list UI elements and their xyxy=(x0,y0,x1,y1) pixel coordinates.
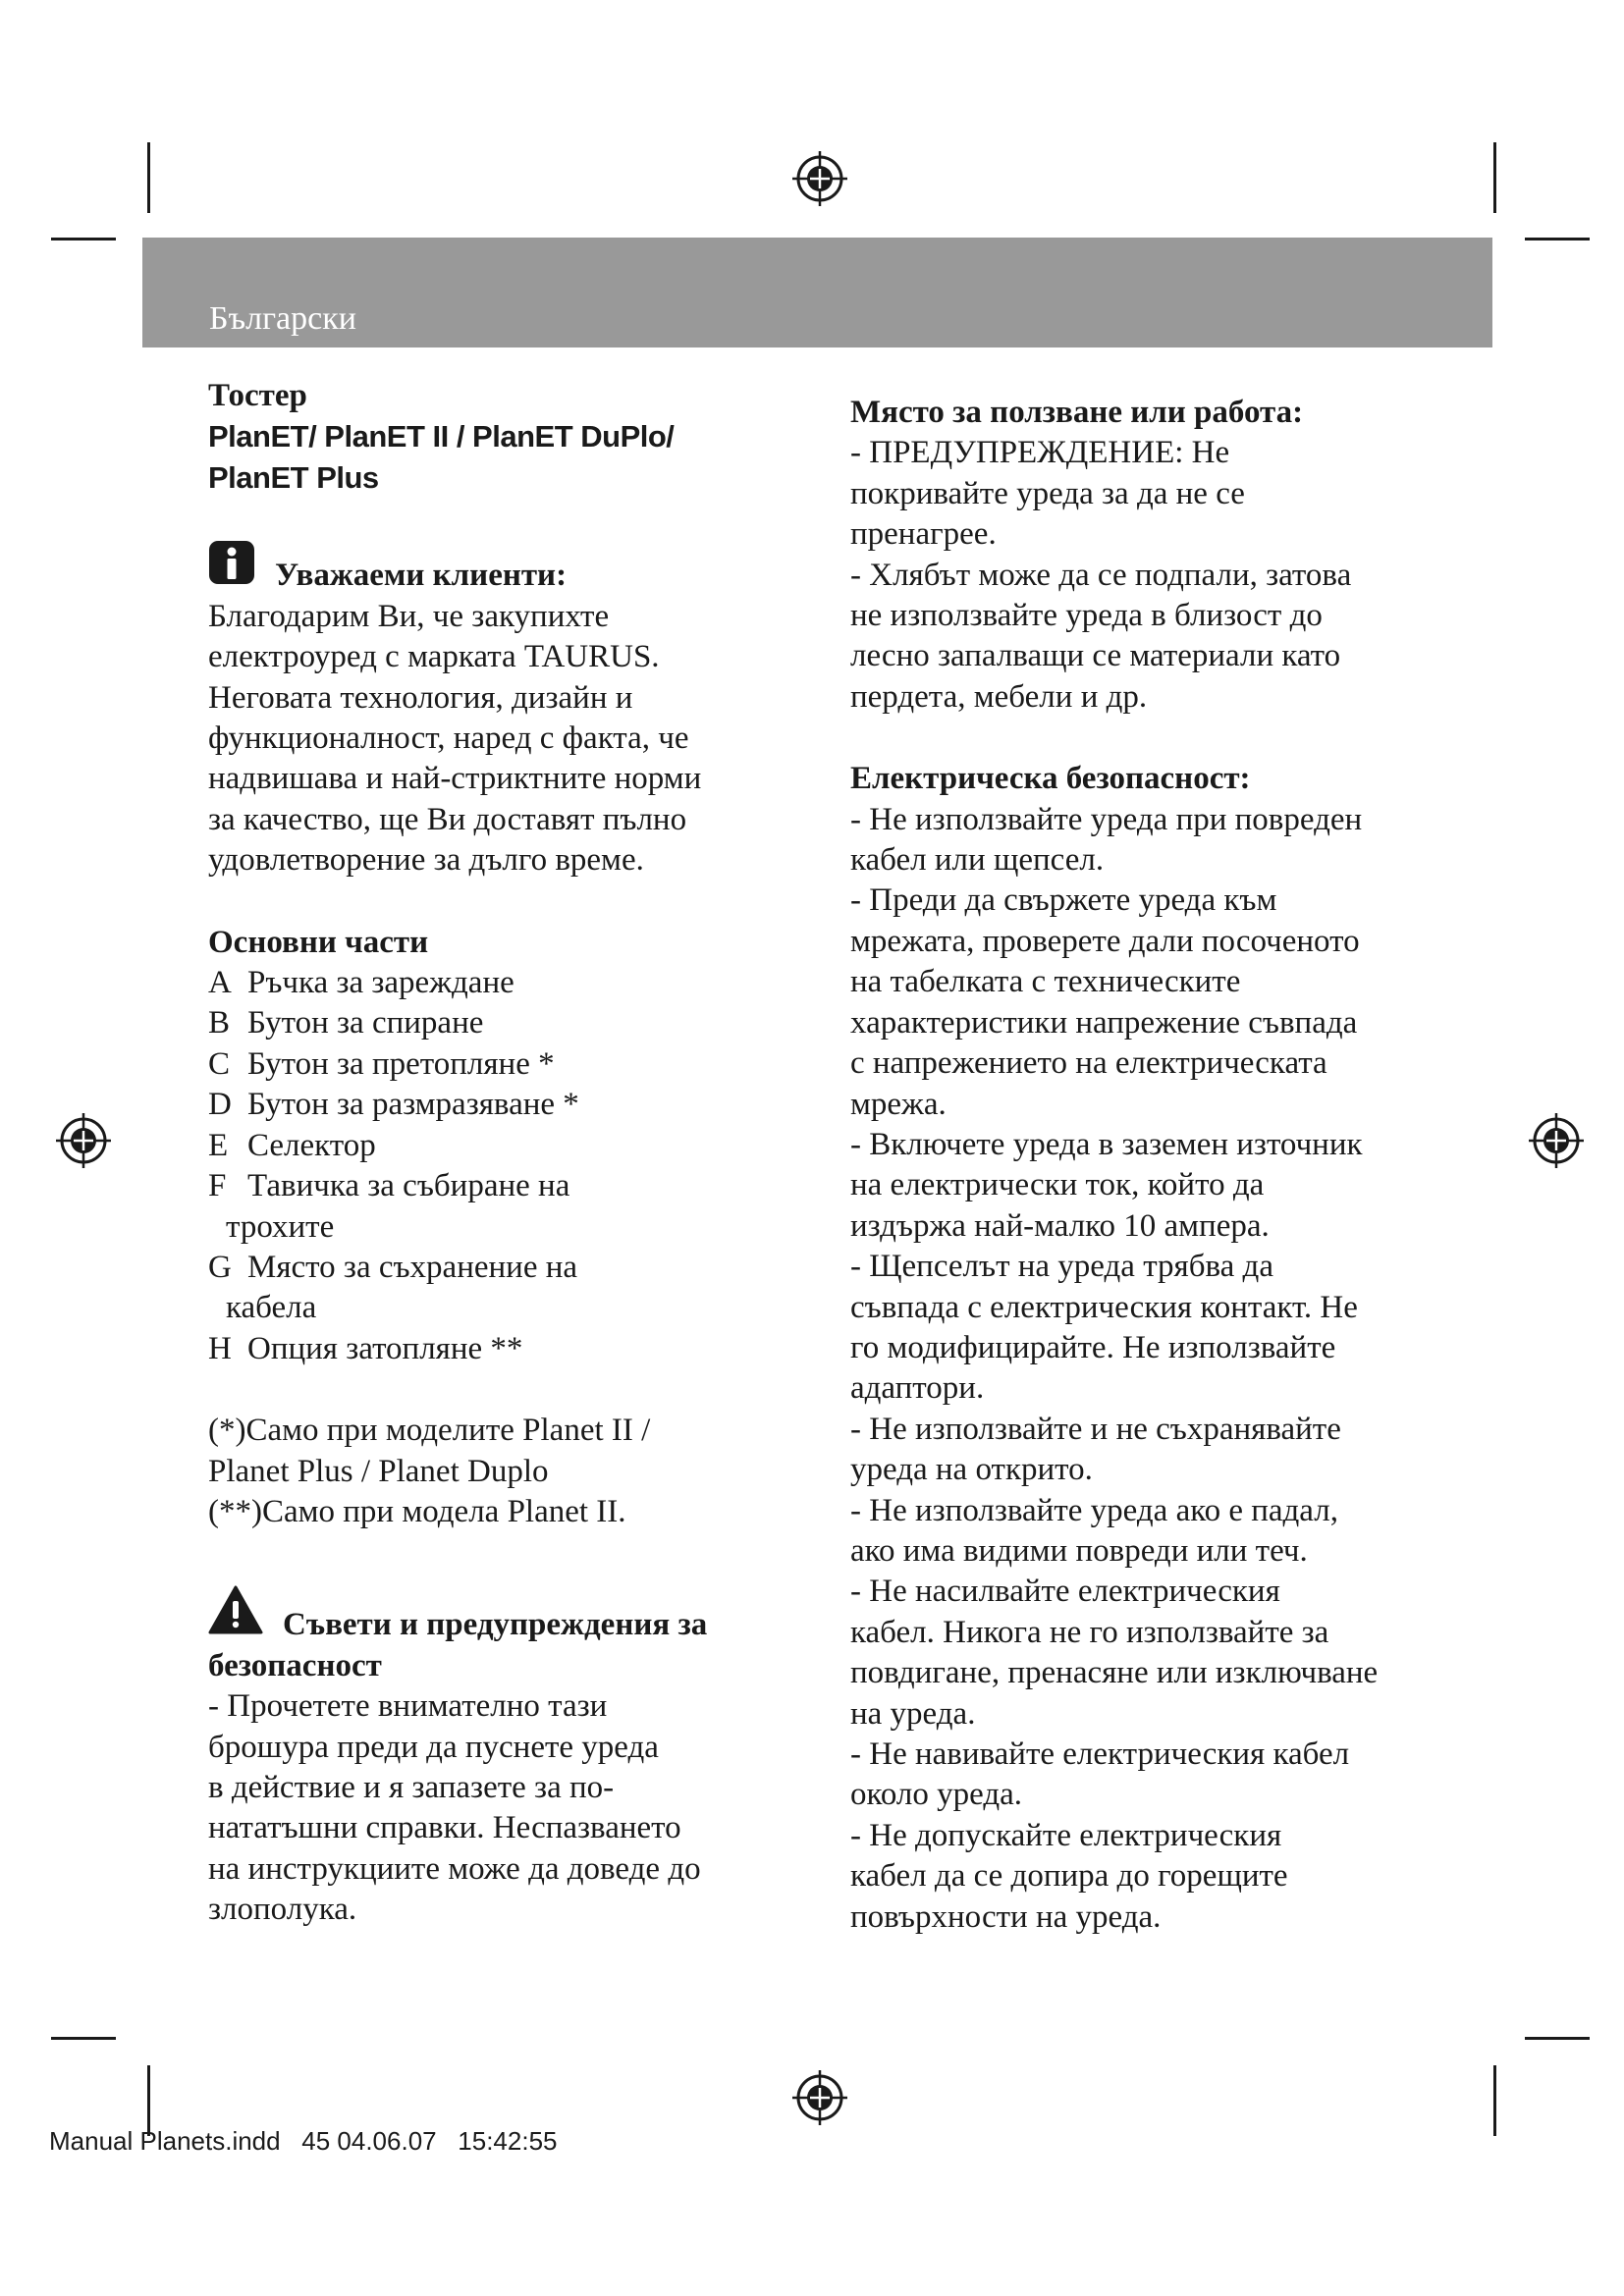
usage-line: покривайте уреда за да не се xyxy=(850,475,1245,511)
electrical-line: уреда на открито. xyxy=(850,1452,1093,1488)
part-label-continued: трохите xyxy=(226,1208,335,1245)
safety-line: нататъшни справки. Неспазването xyxy=(208,1810,681,1846)
electrical-line: - Не допускайте електрическия xyxy=(850,1817,1282,1853)
usage-line: пердета, мебели и др. xyxy=(850,678,1148,715)
part-letter: C xyxy=(208,1045,231,1082)
model-note: Planet Plus / Planet Duplo xyxy=(208,1453,549,1489)
crop-mark-top-left-vertical xyxy=(147,142,150,213)
language-label: Български xyxy=(209,300,356,337)
customers-line: електроуред с марката TAURUS. xyxy=(208,639,660,675)
part-letter: F xyxy=(208,1168,227,1204)
part-label: Ръчка за зареждане xyxy=(247,965,514,1001)
model-note: (*)Само при моделите Planet II / xyxy=(208,1413,651,1449)
crop-mark-bottom-right-horizontal xyxy=(1525,2037,1590,2040)
safety-heading-text: Съвети и предупреждения за xyxy=(283,1607,708,1643)
electrical-heading: Електрическа безопасност: xyxy=(850,761,1251,797)
usage-line: - ПРЕДУПРЕЖДЕНИЕ: Не xyxy=(850,435,1230,471)
part-item xyxy=(208,1003,758,1043)
electrical-line: на табелката с техническите xyxy=(850,964,1241,1000)
model-note: (**)Само при модела Planet II. xyxy=(208,1493,626,1529)
electrical-line: повърхности на уреда. xyxy=(850,1898,1162,1935)
safety-line: на инструкциите може да доведе до xyxy=(208,1850,701,1887)
electrical-line: мрежата, проверете дали посоченото xyxy=(850,923,1360,959)
electrical-line: издържа най-малко 10 ампера. xyxy=(850,1207,1270,1244)
electrical-line: кабел да се допира до горещите xyxy=(850,1858,1288,1895)
language-header-band xyxy=(142,238,1492,347)
part-label: Бутон за размразяване * xyxy=(247,1087,579,1123)
part-item xyxy=(208,963,758,1003)
part-label-continued: кабела xyxy=(226,1290,317,1326)
electrical-line: ако има видими повреди или теч. xyxy=(850,1532,1308,1569)
customers-line: за качество, ще Ви доставят пълно xyxy=(208,801,687,837)
electrical-line: - Не насилвайте електрическия xyxy=(850,1574,1280,1610)
registration-mark-left-icon xyxy=(54,1111,113,1170)
registration-mark-right-icon xyxy=(1527,1111,1586,1170)
crop-mark-top-right-vertical xyxy=(1493,142,1496,213)
electrical-line: - Щепселът на уреда трябва да xyxy=(850,1249,1273,1285)
part-item xyxy=(208,1044,758,1085)
model-line: PlanET/ PlanET II / PlanET DuPlo/ xyxy=(208,419,675,454)
electrical-line: на уреда. xyxy=(850,1695,976,1732)
warning-icon xyxy=(208,1585,263,1645)
crop-mark-top-right-horizontal xyxy=(1525,238,1590,240)
safety-line: в действие и я запазете за по- xyxy=(208,1769,615,1805)
crop-mark-top-left-horizontal xyxy=(51,238,116,240)
parts-heading: Основни части xyxy=(208,924,429,960)
right-column xyxy=(850,393,1439,1938)
electrical-line: - Не използвайте уреда ако е падал, xyxy=(850,1492,1338,1528)
electrical-line: съвпада с електрическия контакт. Не xyxy=(850,1289,1358,1325)
crop-mark-bottom-right-vertical xyxy=(1493,2065,1496,2136)
safety-line: брошура преди да пуснете уреда xyxy=(208,1729,659,1765)
electrical-line: го модифицирайте. Не използвайте xyxy=(850,1329,1336,1365)
electrical-line: кабел или щепсел. xyxy=(850,842,1105,879)
electrical-line: характеристики напрежение съвпада xyxy=(850,1004,1358,1041)
electrical-line: - Включете уреда в заземен източник xyxy=(850,1126,1363,1162)
electrical-line: мрежа. xyxy=(850,1086,947,1122)
usage-line: - Хлябът може да се подпали, затова xyxy=(850,557,1352,593)
usage-heading: Място за ползване или работа: xyxy=(850,395,1304,430)
customers-line: надвишава и най-стриктните норми xyxy=(208,761,702,797)
safety-line: злополука. xyxy=(208,1892,357,1928)
part-label: Тавичка за събиране на xyxy=(247,1168,570,1204)
part-letter: D xyxy=(208,1087,232,1123)
safety-heading-line2: безопасност xyxy=(208,1647,382,1683)
safety-heading xyxy=(208,1585,758,1645)
registration-mark-top-icon xyxy=(790,149,849,208)
electrical-line: - Не използвайте уреда при повреден xyxy=(850,801,1363,837)
part-label: Бутон за претопляне * xyxy=(247,1045,555,1082)
customers-heading xyxy=(208,540,758,596)
print-info-slug: Manual Planets.indd 45 04.06.07 15:42:55 xyxy=(49,2126,558,2156)
part-label: Селектор xyxy=(247,1127,376,1163)
part-letter: A xyxy=(208,965,232,1001)
crop-mark-bottom-left-horizontal xyxy=(51,2037,116,2040)
part-label: Място за съхранение на xyxy=(247,1249,578,1285)
part-label: Бутон за спиране xyxy=(247,1005,484,1041)
part-item xyxy=(208,1248,758,1288)
part-letter: E xyxy=(208,1127,229,1163)
usage-line: пренагрее. xyxy=(850,516,997,553)
safety-line: - Прочетете внимателно тази xyxy=(208,1688,608,1725)
registration-mark-bottom-icon xyxy=(790,2068,849,2127)
model-line: PlanET Plus xyxy=(208,460,379,496)
part-item xyxy=(208,1166,758,1206)
usage-line: лесно запалващи се материали като xyxy=(850,638,1341,674)
electrical-line: повдигане, пренасяне или изключване xyxy=(850,1655,1379,1691)
customers-heading-text: Уважаеми клиенти: xyxy=(275,558,568,594)
part-letter: B xyxy=(208,1005,231,1041)
product-title: Тостер xyxy=(208,378,307,413)
electrical-line: на електрически ток, който да xyxy=(850,1167,1265,1203)
customers-line: функционалност, наред с факта, че xyxy=(208,721,689,757)
customers-line: удовлетворение за дълго време. xyxy=(208,842,644,879)
part-letter: G xyxy=(208,1249,232,1285)
customers-line: Благодарим Ви, че закупихте xyxy=(208,598,610,634)
electrical-line: - Не използвайте и не съхранявайте xyxy=(850,1411,1341,1447)
part-label: Опция затопляне ** xyxy=(247,1330,523,1366)
part-item xyxy=(208,1126,758,1166)
customers-line: Неговата технология, дизайн и xyxy=(208,679,633,716)
info-icon xyxy=(208,540,255,596)
left-column xyxy=(208,376,758,1931)
electrical-line: с напрежението на електрическата xyxy=(850,1045,1327,1082)
electrical-line: - Не навивайте електрическия кабел xyxy=(850,1736,1350,1772)
part-item xyxy=(208,1329,758,1369)
electrical-line: - Преди да свържете уреда към xyxy=(850,882,1277,919)
electrical-line: адаптори. xyxy=(850,1370,985,1407)
electrical-line: около уреда. xyxy=(850,1777,1023,1813)
electrical-line: кабел. Никога не го използвайте за xyxy=(850,1614,1329,1650)
part-item xyxy=(208,1085,758,1125)
part-letter: H xyxy=(208,1330,232,1366)
usage-line: не използвайте уреда в близост до xyxy=(850,598,1323,634)
